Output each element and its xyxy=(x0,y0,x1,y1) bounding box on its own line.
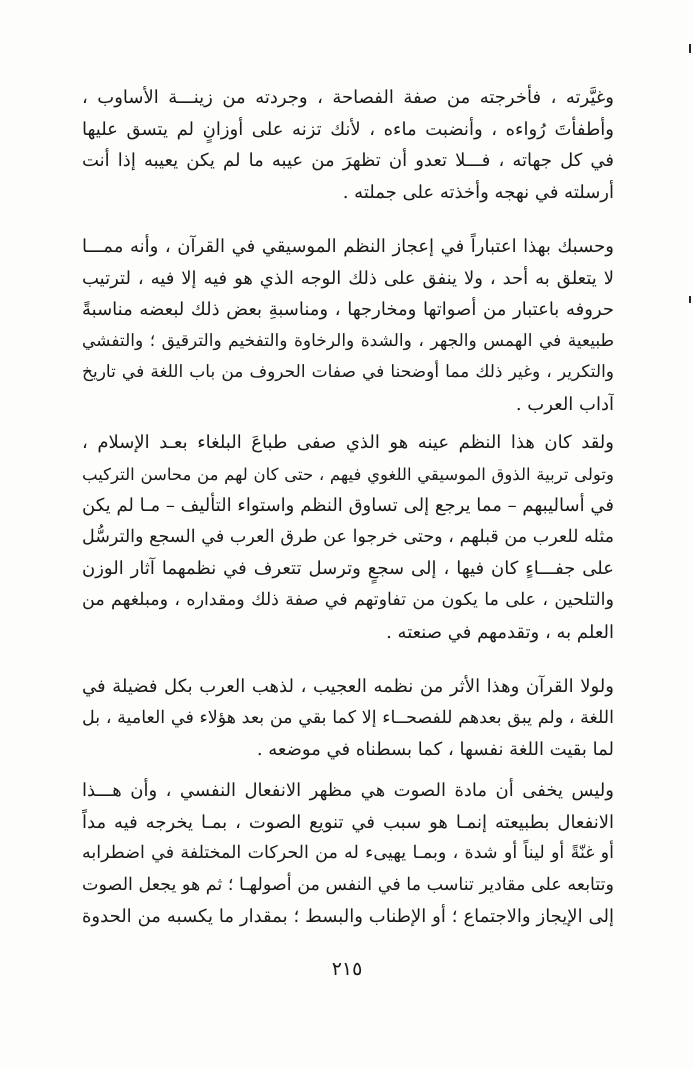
page-edge-mark xyxy=(689,44,691,53)
text-line: اللغة ، ولم يبق بعدهم للفصحــاء إلا كما بقي من بعد هؤلاء في العامية ، بل xyxy=(82,707,614,728)
text-line: ولولا القرآن وهذا الأثر من نظمه العجيب ، لذهب العرب بكل فضيلة في xyxy=(82,676,614,697)
text-line: العلم به ، وتقدمهم في صنعته . xyxy=(386,621,614,643)
text-line: حروفه باعتبار من أصواتها ومخارجها ، ومناسبةِ بعض ذلك لبعضه مناسبةً xyxy=(82,299,614,321)
text-line: مثله للعرب من قبلهم ، وحتى خرجوا عن طرق العرب في السجع والترسُّل xyxy=(82,526,614,547)
text-line: ولقد كان هذا النظم عينه هو الذي صفى طباعَ البلغاء بعـد الإسلام ، xyxy=(82,432,614,453)
text-line: على جفـــاءٍ كان فيها ، إلى سجعٍ وترسل تتعرف في نظمهما آثار الوزن xyxy=(82,558,614,580)
text-line: وغيَّرته ، فأخرجته من صفة الفصاحة ، وجردته من زينـــة الأساوب ، xyxy=(82,87,614,108)
text-line: إلى الإيجاز والاجتماع ؛ أو الإطناب والبسط ؛ بمقدار ما يكسبه من الحدوة xyxy=(82,906,614,928)
text-line: طبيعية في الهمس والجهر ، والشدة والرخاوة والتفخيم والترقيق ؛ والتفشي xyxy=(82,330,614,351)
paragraph-4 xyxy=(82,671,614,766)
text-line: لما بقيت اللغة نفسها ، كما بسطناه في موضعه . xyxy=(256,739,614,761)
paragraph-5 xyxy=(82,775,614,933)
text-line: لا يتعلق به أحد ، ولا ينفق على ذلك الوجه الذي هو فيه إلا فيه ، لترتيب xyxy=(82,267,614,289)
text-line: وتتابعه على مقادير تناسب ما في النفس من أصولهـا ؛ ثم هو يجعل الصوت xyxy=(82,874,614,895)
text-line: والتلحين ، على ما يكون من تفاوتهم في صفة ذلك ومقداره ، ومبلغهم من xyxy=(82,589,614,610)
text-line: أو غنّةً أو ليناً أو شدة ، وبمـا يهيىء له من الحركات المختلفة في اضطرابه xyxy=(82,843,614,864)
text-line: أرسلته في نهجه وأخذته على جملته . xyxy=(342,181,614,203)
text-line: آداب العرب . xyxy=(515,393,614,415)
text-line: والتكرير ، وغير ذلك مما أوضحنا في صفات الحروف من باب اللغة في تاريخ xyxy=(82,362,614,383)
paragraph-2 xyxy=(82,231,614,421)
paragraph-3 xyxy=(82,427,614,648)
text-line: وتولى تربية الذوق الموسيقي اللغوي فيهم ، حتى كان لهم من محاسن التركيب xyxy=(82,464,614,484)
text-line: في أساليبهم – مما يرجع إلى تساوق النظم واستواء التأليف – مـا لم يكن xyxy=(82,495,614,517)
page-edge-mark xyxy=(689,296,691,303)
page-number: ٢١٥ xyxy=(331,958,363,980)
text-line: الانفعال بطبيعته إنمـا هو سبب في تنويع الصوت ، بمـا يخرجه فيه مداً xyxy=(82,811,614,833)
text-line: وأطفأتَ رُواءه ، وأنضبت ماءه ، لأنك تزنه على أوزانٍ لم يتسق عليها xyxy=(82,118,614,140)
text-line: وحسبك بهذا اعتباراً في إعجاز النظم الموسيقي في القرآن ، وأنه ممـــا xyxy=(82,236,614,257)
text-line: وليس يخفى أن مادة الصوت هي مظهر الانفعال النفسي ، وأن هـــذا xyxy=(82,780,614,801)
text-line: في كل جهاته ، فـــلا تعدو أن تظهرَ من عيبه ما لم يكن يعيبه إذا أنت xyxy=(82,150,614,172)
paragraph-1 xyxy=(82,82,614,208)
